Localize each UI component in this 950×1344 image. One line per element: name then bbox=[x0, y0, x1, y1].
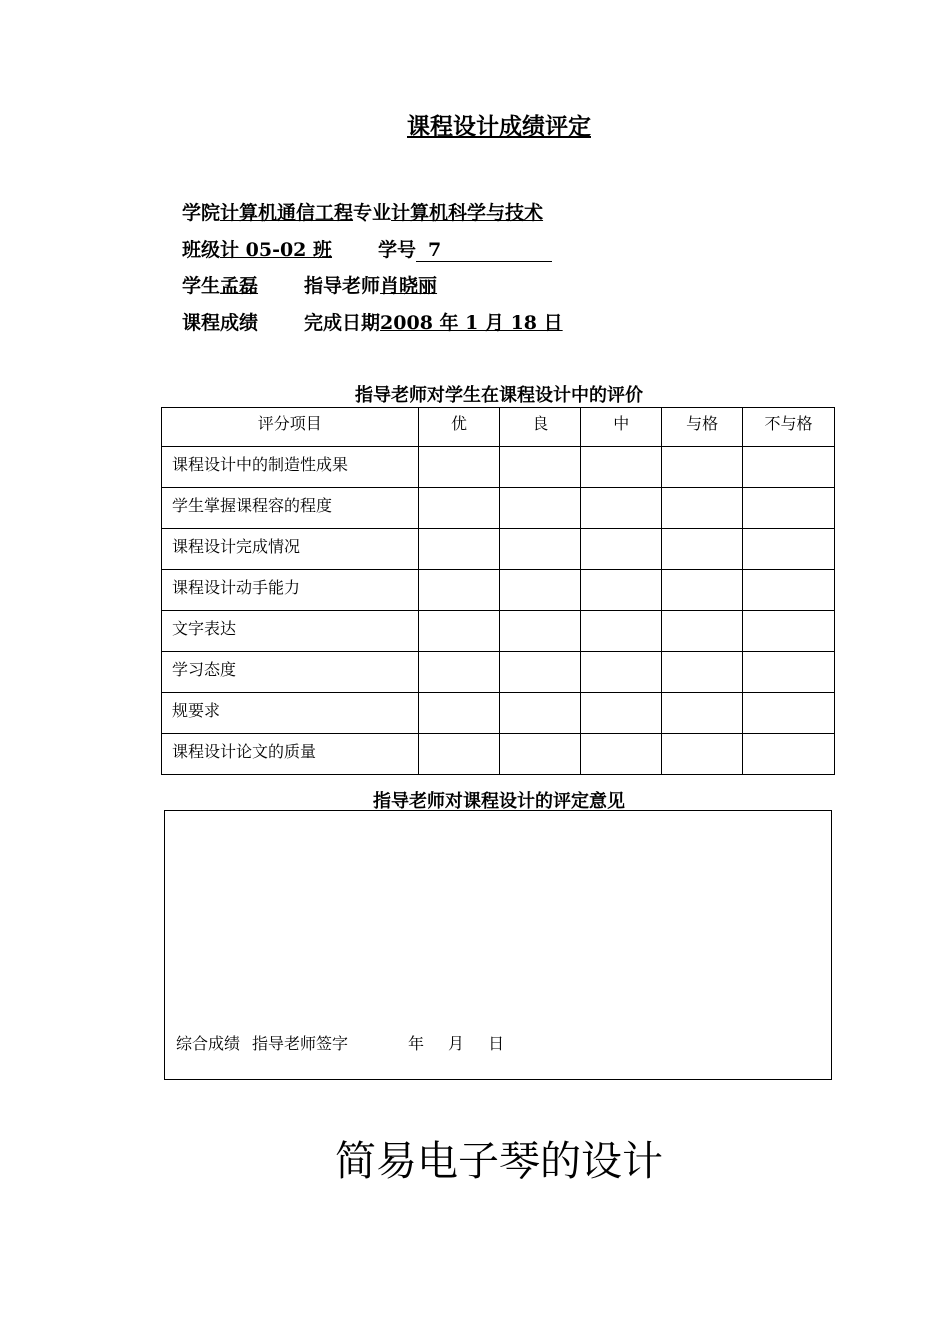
grade-cell[interactable] bbox=[662, 693, 743, 734]
grade-cell[interactable] bbox=[581, 447, 662, 488]
signature-label: 指导老师签字 bbox=[252, 1034, 349, 1053]
document-title: 简易电子琴的设计 bbox=[335, 1137, 663, 1185]
signature-line bbox=[176, 1031, 504, 1054]
grade-cell[interactable] bbox=[662, 734, 743, 775]
item-label: 课程设计论文的质量 bbox=[162, 734, 419, 775]
header-cell: 评分项目 bbox=[162, 408, 419, 447]
grade-cell[interactable] bbox=[662, 570, 743, 611]
day-label: 日 bbox=[488, 1034, 505, 1053]
grade-cell[interactable] bbox=[662, 611, 743, 652]
header-cell: 不与格 bbox=[743, 408, 835, 447]
grade-cell[interactable] bbox=[500, 734, 581, 775]
grade-cell[interactable] bbox=[743, 529, 835, 570]
grade-cell[interactable] bbox=[662, 488, 743, 529]
grade-cell[interactable] bbox=[500, 447, 581, 488]
grade-cell[interactable] bbox=[418, 693, 500, 734]
grade-cell[interactable] bbox=[418, 447, 500, 488]
grade-cell[interactable] bbox=[662, 447, 743, 488]
student-value: 孟磊 bbox=[220, 275, 259, 297]
grade-cell[interactable] bbox=[418, 734, 500, 775]
grade-cell[interactable] bbox=[743, 693, 835, 734]
table-row bbox=[162, 447, 835, 488]
date-label: 完成日期 bbox=[304, 312, 381, 334]
page-title: 课程设计成绩评定 bbox=[407, 113, 591, 140]
grade-cell[interactable] bbox=[581, 529, 662, 570]
grade-date-line bbox=[182, 308, 563, 335]
evaluation-table bbox=[161, 407, 835, 775]
college-label: 学院 bbox=[182, 202, 221, 224]
grade-cell[interactable] bbox=[581, 734, 662, 775]
class-label: 班级 bbox=[182, 239, 221, 261]
grade-cell[interactable] bbox=[581, 611, 662, 652]
grade-cell[interactable] bbox=[581, 652, 662, 693]
grade-cell[interactable] bbox=[581, 570, 662, 611]
college-major-line bbox=[182, 198, 543, 225]
grade-cell[interactable] bbox=[743, 734, 835, 775]
table-row bbox=[162, 693, 835, 734]
teacher-value: 肖晓丽 bbox=[380, 275, 438, 297]
student-teacher-line bbox=[182, 271, 437, 298]
date-value: 2008 年 1 月 18 日 bbox=[380, 312, 563, 334]
item-label: 文字表达 bbox=[162, 611, 419, 652]
item-label: 学习态度 bbox=[162, 652, 419, 693]
table-row bbox=[162, 488, 835, 529]
major-label: 专业 bbox=[353, 202, 392, 224]
class-value: 计 05-02 班 bbox=[220, 239, 333, 261]
college-value: 计算机通信工程 bbox=[220, 202, 354, 224]
item-label: 课程设计动手能力 bbox=[162, 570, 419, 611]
item-label: 课程设计中的制造性成果 bbox=[162, 447, 419, 488]
evaluation-title: 指导老师对学生在课程设计中的评价 bbox=[355, 385, 643, 406]
teacher-label: 指导老师 bbox=[304, 275, 381, 297]
grade-cell[interactable] bbox=[743, 488, 835, 529]
grade-cell[interactable] bbox=[500, 693, 581, 734]
comments-title: 指导老师对课程设计的评定意见 bbox=[373, 791, 625, 812]
student-no-value: 7 bbox=[416, 239, 552, 262]
class-number-line bbox=[182, 235, 552, 262]
grade-cell[interactable] bbox=[500, 611, 581, 652]
grade-cell[interactable] bbox=[500, 570, 581, 611]
item-label: 规要求 bbox=[162, 693, 419, 734]
header-cell: 优 bbox=[418, 408, 500, 447]
table-header-row bbox=[162, 408, 835, 447]
major-value: 计算机科学与技术 bbox=[391, 202, 544, 224]
grade-cell[interactable] bbox=[581, 488, 662, 529]
table-row bbox=[162, 570, 835, 611]
grade-cell[interactable] bbox=[581, 693, 662, 734]
item-label: 学生掌握课程容的程度 bbox=[162, 488, 419, 529]
student-label: 学生 bbox=[182, 275, 221, 297]
month-label: 月 bbox=[448, 1034, 465, 1053]
grade-cell[interactable] bbox=[662, 652, 743, 693]
table-row bbox=[162, 611, 835, 652]
grade-cell[interactable] bbox=[500, 488, 581, 529]
grade-cell[interactable] bbox=[418, 570, 500, 611]
grade-cell[interactable] bbox=[418, 611, 500, 652]
grade-cell[interactable] bbox=[743, 611, 835, 652]
grade-cell[interactable] bbox=[743, 652, 835, 693]
grade-cell[interactable] bbox=[743, 570, 835, 611]
grade-cell[interactable] bbox=[500, 529, 581, 570]
item-label: 课程设计完成情况 bbox=[162, 529, 419, 570]
grade-cell[interactable] bbox=[662, 529, 743, 570]
header-cell: 中 bbox=[581, 408, 662, 447]
final-grade-label: 综合成绩 bbox=[176, 1034, 241, 1053]
table-row bbox=[162, 734, 835, 775]
grade-cell[interactable] bbox=[500, 652, 581, 693]
grade-label: 课程成绩 bbox=[182, 312, 259, 334]
table-row bbox=[162, 652, 835, 693]
table-row bbox=[162, 529, 835, 570]
year-label: 年 bbox=[408, 1034, 425, 1053]
grade-cell[interactable] bbox=[743, 447, 835, 488]
grade-cell[interactable] bbox=[418, 652, 500, 693]
header-cell: 良 bbox=[500, 408, 581, 447]
grade-cell[interactable] bbox=[418, 529, 500, 570]
student-no-label: 学号 bbox=[378, 239, 417, 261]
grade-cell[interactable] bbox=[418, 488, 500, 529]
header-cell: 与格 bbox=[662, 408, 743, 447]
